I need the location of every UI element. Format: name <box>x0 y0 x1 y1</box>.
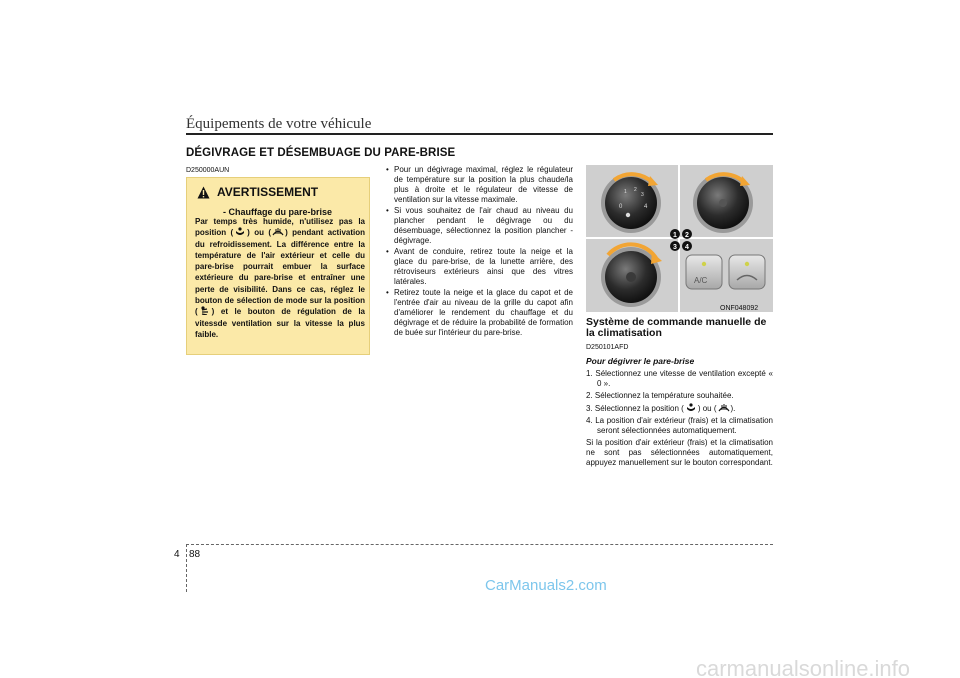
fan-label: 3 <box>641 192 644 198</box>
warning-text <box>195 216 365 340</box>
watermark-carmanualsonline: carmanualsonline.info <box>696 656 911 678</box>
steps-list <box>586 369 773 436</box>
page-number: 88 <box>189 549 201 560</box>
warning-text-part: ) pendant activation du refroidissement. La différence entre la température de l'air extérieur et celle du pare-brise pourrait embuer la surface extérieure du pare-brise et entraîner une perte de visibilité. Dans ce cas, réglez le bouton de sélection de mode sur la position ( <box>195 228 365 317</box>
ac-button-label: A/C <box>694 276 708 285</box>
climate-control-illustration <box>586 165 773 312</box>
section-title: DÉGIVRAGE ET DÉSEMBUAGE DU PARE-BRISE <box>186 147 456 159</box>
manual-system-code: D250101AFD <box>586 344 629 351</box>
step-text-part: ) ou ( <box>697 404 717 413</box>
fan-label: 2 <box>634 187 637 193</box>
bullet-list <box>384 165 573 338</box>
warning-triangle-icon <box>197 186 210 199</box>
step-item: 1. Sélectionnez une vitesse de ventilation excepté « 0 ». <box>586 369 773 388</box>
warning-header <box>197 185 367 217</box>
warning-text-part: ) ou ( <box>247 228 272 238</box>
svg-text:2: 2 <box>685 232 689 239</box>
climate-control-figure <box>586 165 773 312</box>
warning-text-part: Par temps très humide, n'utilisez pas la position ( <box>195 217 365 238</box>
page-chapter: 4 <box>174 549 180 560</box>
footer-rule <box>186 544 773 545</box>
ac-button <box>686 255 722 289</box>
floor-defrost-mode-icon <box>233 227 247 236</box>
defrost-steps <box>586 369 773 468</box>
svg-text:3: 3 <box>673 244 677 251</box>
step-item <box>586 403 773 414</box>
header-rule <box>186 133 773 135</box>
callout-3 <box>670 241 680 251</box>
callout-1 <box>670 229 680 239</box>
list-item: • Si vous souhaitez de l'air chaud au niveau du plancher pendant le dégivrage ou du désembuage, sélectionnez la position plancher - dégivrage. <box>384 206 573 246</box>
fan-label: 4 <box>644 204 648 210</box>
step-text-part: 3. Sélectionnez la position ( <box>586 404 684 413</box>
figure-code: ONF048092 <box>720 305 759 312</box>
section-code: D250000AUN <box>186 167 230 174</box>
fan-label: 0 <box>619 204 623 210</box>
list-item: • Avant de conduire, retirez toute la neige et la glace du pare-brise, de la lunette arrière, des rétroviseurs extérieurs ainsi que des vitres latérales. <box>384 247 573 287</box>
svg-text:4: 4 <box>685 244 689 251</box>
instructions-column <box>384 165 573 339</box>
defrost-icon <box>717 403 731 412</box>
warning-box <box>186 177 370 355</box>
face-vent-mode-icon <box>198 306 212 315</box>
manual-system-title: Système de commande manuelle de la climatisation <box>586 316 767 339</box>
defrost-subtitle: Pour dégivrer le pare-brise <box>586 356 695 366</box>
list-item: • Pour un dégivrage maximal, réglez le régulateur de température sur la position la plus chaude/la plus à droite et le régulateur de vitesse de ventilation sur la vitesse maximale. <box>384 165 573 205</box>
defrost-icon <box>271 227 285 236</box>
list-item: • Retirez toute la neige et la glace du capot et de l'entrée d'air au niveau de la grille du capot afin d'améliorer le rendement du chauffage et du dégivrage et de réduire la probabilité de formation de buée sur l'intérieur du pare-brise. <box>384 288 573 338</box>
page-header-title: Équipements de votre véhicule <box>186 116 372 132</box>
svg-text:1: 1 <box>673 232 677 239</box>
floor-defrost-mode-icon <box>684 403 698 412</box>
warning-subtitle: - Chauffage du pare-brise <box>223 207 333 217</box>
air-intake-button <box>729 255 765 289</box>
footer-vertical-rule <box>186 544 187 592</box>
callout-4 <box>682 241 692 251</box>
watermark-carmanuals2: CarManuals2.com <box>485 577 607 594</box>
step-item: 2. Sélectionnez la température souhaitée. <box>586 391 734 400</box>
fan-label: 1 <box>624 189 627 195</box>
final-paragraph: Si la position d'air extérieur (frais) et la climatisation ne sont pas sélectionnées automatiquement, appuyez manuellement sur le bouton correspondant. <box>586 438 773 467</box>
step-item: 4. La position d'air extérieur (frais) et la climatisation seront sélectionnées automatiquement. <box>586 416 773 435</box>
callout-2 <box>682 229 692 239</box>
warning-text-part: ) et le bouton de régulation de la vitessde ventilation sur la vitesse la plus faible. <box>195 307 365 339</box>
warning-title: AVERTISSEMENT <box>217 185 319 199</box>
step-text-part: ). <box>730 404 736 413</box>
